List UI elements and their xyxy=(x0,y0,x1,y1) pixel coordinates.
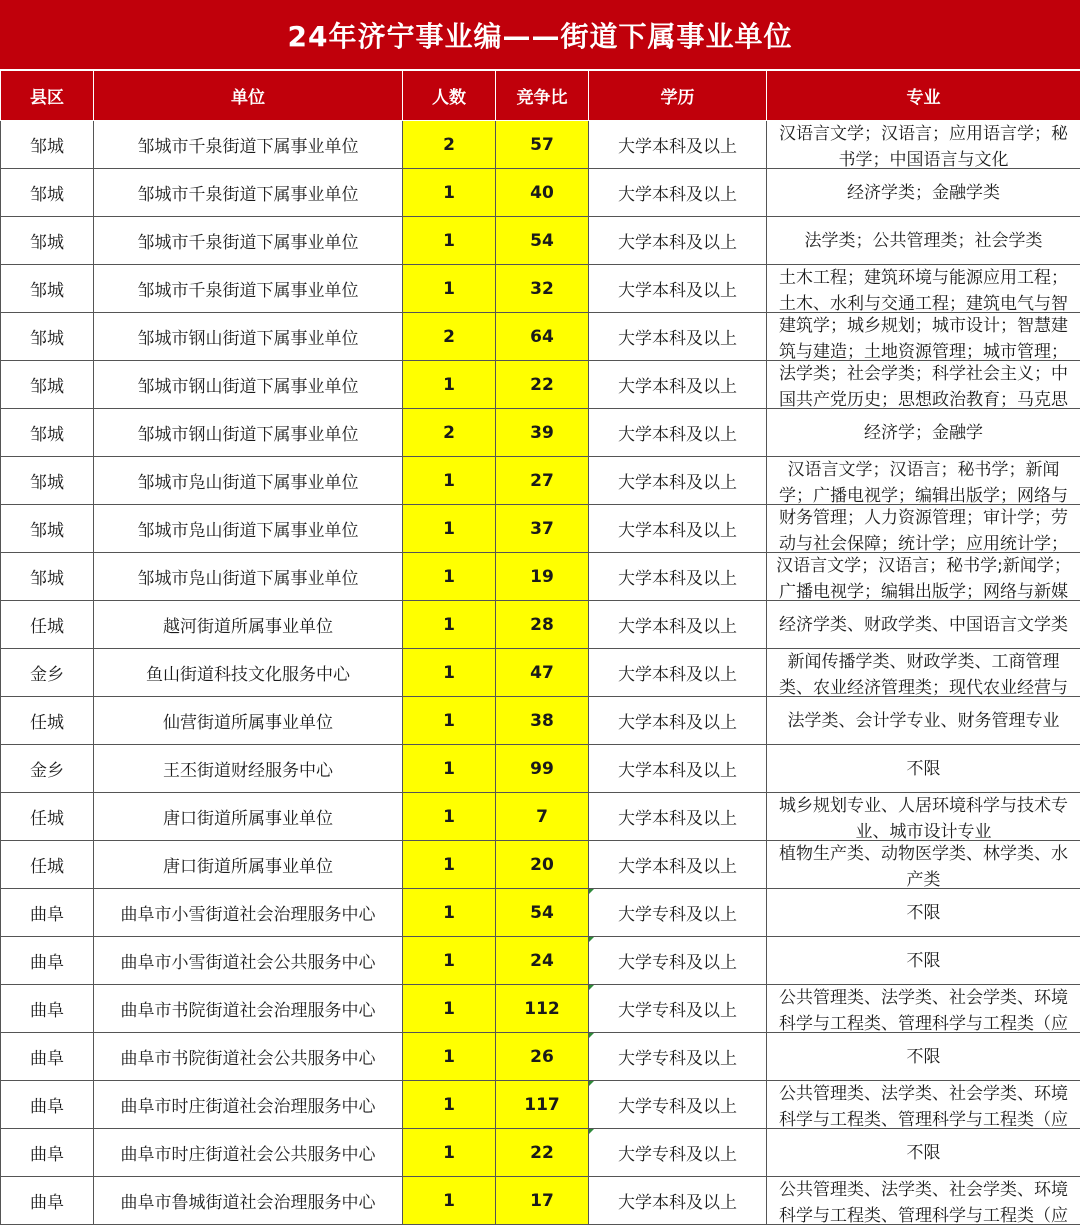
cell-unit[interactable]: 仙营街道所属事业单位 xyxy=(94,697,403,745)
cell-major[interactable] xyxy=(767,649,1080,697)
cell-education[interactable]: 大学本科及以上 xyxy=(589,265,767,313)
cell-education[interactable]: 大学本科及以上 xyxy=(589,553,767,601)
cell-count[interactable]: 1 xyxy=(403,937,496,985)
cell-ratio[interactable]: 20 xyxy=(496,841,589,889)
cell-unit[interactable]: 邹城市凫山街道下属事业单位 xyxy=(94,505,403,553)
table-row xyxy=(1,1081,1080,1129)
cell-count[interactable]: 2 xyxy=(403,313,496,361)
cell-county[interactable]: 任城 xyxy=(1,841,94,889)
cell-education[interactable]: 大学本科及以上 xyxy=(589,841,767,889)
cell-unit[interactable]: 曲阜市小雪街道社会治理服务中心 xyxy=(94,889,403,937)
cell-major-text: 经济学类、财政学类、中国语言文学类 xyxy=(779,614,1068,635)
cell-unit[interactable]: 邹城市千泉街道下属事业单位 xyxy=(94,121,403,169)
cell-major[interactable] xyxy=(767,121,1080,169)
cell-county[interactable]: 任城 xyxy=(1,601,94,649)
cell-major-text: 经济学类；金融学类 xyxy=(847,182,1000,203)
table-row xyxy=(1,361,1080,409)
cell-unit[interactable]: 王丕街道财经服务中心 xyxy=(94,745,403,793)
cell-education[interactable]: 大学本科及以上 xyxy=(589,169,767,217)
cell-ratio[interactable]: 22 xyxy=(496,1129,589,1177)
cell-unit[interactable]: 邹城市凫山街道下属事业单位 xyxy=(94,457,403,505)
table-row xyxy=(1,313,1080,361)
cell-ratio[interactable]: 7 xyxy=(496,793,589,841)
cell-major-text: 不限 xyxy=(906,1046,941,1067)
table-row xyxy=(1,217,1080,265)
cell-unit[interactable]: 曲阜市书院街道社会治理服务中心 xyxy=(94,985,403,1033)
cell-unit[interactable]: 邹城市千泉街道下属事业单位 xyxy=(94,217,403,265)
cell-unit[interactable]: 曲阜市时庄街道社会治理服务中心 xyxy=(94,1081,403,1129)
cell-major-text: 城乡规划专业、人居环境科学与技术专业、城市设计专业 xyxy=(779,796,1068,840)
cell-ratio[interactable]: 57 xyxy=(496,121,589,169)
cell-county[interactable]: 邹城 xyxy=(1,265,94,313)
cell-education[interactable]: 大学本科及以上 xyxy=(589,649,767,697)
cell-major[interactable] xyxy=(767,841,1080,889)
cell-county[interactable]: 曲阜 xyxy=(1,889,94,937)
cell-major-text: 公共管理类、法学类、社会学类、环境科学与工程类、管理科学与工程类（应 xyxy=(779,988,1068,1032)
header-row xyxy=(1,71,1080,121)
cell-education[interactable]: 大学专科及以上 xyxy=(589,889,767,937)
cell-ratio[interactable]: 99 xyxy=(496,745,589,793)
cell-major-text: 不限 xyxy=(906,902,941,923)
cell-county[interactable]: 任城 xyxy=(1,697,94,745)
cell-county[interactable]: 邹城 xyxy=(1,217,94,265)
table-row xyxy=(1,1129,1080,1177)
cell-major-text: 汉语言文学；汉语言；秘书学;新闻学；广播电视学；编辑出版学；网络与新媒 xyxy=(776,556,1071,600)
column-header-unit[interactable]: 单位 xyxy=(94,71,403,121)
table-row xyxy=(1,505,1080,553)
cell-ratio[interactable]: 112 xyxy=(496,985,589,1033)
cell-major-text: 经济学；金融学 xyxy=(864,422,983,443)
cell-major-text: 法学类；社会学类；科学社会主义；中国共产党历史；思想政治教育；马克思 xyxy=(779,364,1068,408)
table-row xyxy=(1,697,1080,745)
cell-education[interactable]: 大学本科及以上 xyxy=(589,361,767,409)
cell-major[interactable] xyxy=(767,505,1080,553)
cell-ratio[interactable]: 39 xyxy=(496,409,589,457)
cell-ratio[interactable]: 28 xyxy=(496,601,589,649)
cell-education[interactable]: 大学本科及以上 xyxy=(589,793,767,841)
cell-education[interactable]: 大学专科及以上 xyxy=(589,1033,767,1081)
cell-major-text: 不限 xyxy=(906,1142,941,1163)
cell-unit[interactable]: 邹城市千泉街道下属事业单位 xyxy=(94,169,403,217)
cell-major[interactable] xyxy=(767,313,1080,361)
cell-ratio[interactable]: 47 xyxy=(496,649,589,697)
cell-ratio[interactable]: 17 xyxy=(496,1177,589,1225)
table-row xyxy=(1,553,1080,601)
cell-ratio[interactable]: 27 xyxy=(496,457,589,505)
cell-education[interactable]: 大学本科及以上 xyxy=(589,217,767,265)
cell-count[interactable]: 1 xyxy=(403,169,496,217)
cell-major[interactable] xyxy=(767,1033,1080,1081)
cell-education[interactable]: 大学专科及以上 xyxy=(589,937,767,985)
cell-major-text: 新闻传播学类、财政学类、工商管理类、农业经济管理类；现代农业经营与 xyxy=(779,652,1068,696)
cell-count[interactable]: 1 xyxy=(403,985,496,1033)
column-header-education[interactable]: 学历 xyxy=(589,71,767,121)
cell-ratio[interactable]: 38 xyxy=(496,697,589,745)
cell-count[interactable]: 1 xyxy=(403,553,496,601)
cell-ratio[interactable]: 22 xyxy=(496,361,589,409)
cell-count[interactable]: 1 xyxy=(403,1177,496,1225)
cell-unit[interactable]: 鱼山街道科技文化服务中心 xyxy=(94,649,403,697)
cell-ratio[interactable]: 26 xyxy=(496,1033,589,1081)
cell-count[interactable]: 1 xyxy=(403,217,496,265)
cell-ratio[interactable]: 64 xyxy=(496,313,589,361)
cell-unit[interactable]: 邹城市钢山街道下属事业单位 xyxy=(94,361,403,409)
cell-count[interactable]: 1 xyxy=(403,841,496,889)
cell-unit[interactable]: 唐口街道所属事业单位 xyxy=(94,841,403,889)
cell-county[interactable]: 邹城 xyxy=(1,313,94,361)
cell-count[interactable]: 1 xyxy=(403,505,496,553)
cell-major-text: 财务管理；人力资源管理；审计学；劳动与社会保障；统计学；应用统计学； xyxy=(779,508,1068,552)
cell-ratio[interactable]: 40 xyxy=(496,169,589,217)
cell-unit[interactable]: 邹城市钢山街道下属事业单位 xyxy=(94,409,403,457)
cell-major[interactable] xyxy=(767,457,1080,505)
table-row xyxy=(1,601,1080,649)
cell-unit[interactable]: 越河街道所属事业单位 xyxy=(94,601,403,649)
table-row xyxy=(1,793,1080,841)
cell-major[interactable] xyxy=(767,745,1080,793)
cell-education[interactable]: 大学本科及以上 xyxy=(589,697,767,745)
cell-major[interactable] xyxy=(767,793,1080,841)
cell-unit[interactable]: 曲阜市时庄街道社会公共服务中心 xyxy=(94,1129,403,1177)
cell-ratio[interactable]: 54 xyxy=(496,217,589,265)
cell-education[interactable]: 大学专科及以上 xyxy=(589,985,767,1033)
cell-major-text: 不限 xyxy=(906,950,941,971)
cell-count[interactable]: 1 xyxy=(403,1033,496,1081)
cell-count[interactable]: 2 xyxy=(403,409,496,457)
cell-county[interactable]: 曲阜 xyxy=(1,985,94,1033)
cell-major[interactable] xyxy=(767,985,1080,1033)
page-title: 24年济宁事业编——街道下属事业单位 xyxy=(0,0,1080,70)
cell-county[interactable]: 曲阜 xyxy=(1,937,94,985)
cell-unit[interactable]: 曲阜市鲁城街道社会治理服务中心 xyxy=(94,1177,403,1225)
cell-county[interactable]: 曲阜 xyxy=(1,1081,94,1129)
cell-major[interactable] xyxy=(767,1129,1080,1177)
cell-major-text: 建筑学；城乡规划；城市设计；智慧建筑与建造；土地资源管理；城市管理； xyxy=(779,316,1068,360)
table-row xyxy=(1,409,1080,457)
cell-ratio[interactable]: 37 xyxy=(496,505,589,553)
cell-education[interactable]: 大学本科及以上 xyxy=(589,457,767,505)
cell-major-text: 公共管理类、法学类、社会学类、环境科学与工程类、管理科学与工程类（应 xyxy=(779,1180,1068,1224)
table-row xyxy=(1,1033,1080,1081)
cell-ratio[interactable]: 32 xyxy=(496,265,589,313)
column-header-ratio[interactable]: 竞争比 xyxy=(496,71,589,121)
cell-major[interactable] xyxy=(767,361,1080,409)
cell-count[interactable]: 1 xyxy=(403,1081,496,1129)
cell-major[interactable] xyxy=(767,937,1080,985)
cell-county[interactable]: 曲阜 xyxy=(1,1129,94,1177)
cell-major-text: 植物生产类、动物医学类、林学类、水产类 xyxy=(779,844,1068,888)
cell-unit[interactable]: 曲阜市小雪街道社会公共服务中心 xyxy=(94,937,403,985)
cell-count[interactable]: 1 xyxy=(403,265,496,313)
cell-count[interactable]: 1 xyxy=(403,601,496,649)
positions-table xyxy=(0,70,1080,1225)
cell-major[interactable] xyxy=(767,1081,1080,1129)
cell-education[interactable]: 大学本科及以上 xyxy=(589,601,767,649)
cell-county[interactable]: 邹城 xyxy=(1,361,94,409)
cell-ratio[interactable]: 24 xyxy=(496,937,589,985)
cell-major-text: 法学类；公共管理类；社会学类 xyxy=(804,230,1043,251)
cell-major-text: 汉语言文学；汉语言；秘书学；新闻学；广播电视学；编辑出版学；网络与 xyxy=(779,460,1068,504)
cell-major[interactable] xyxy=(767,265,1080,313)
cell-major[interactable] xyxy=(767,697,1080,745)
cell-count[interactable]: 1 xyxy=(403,649,496,697)
cell-unit[interactable]: 唐口街道所属事业单位 xyxy=(94,793,403,841)
cell-major[interactable] xyxy=(767,1177,1080,1225)
cell-ratio[interactable]: 19 xyxy=(496,553,589,601)
table-row xyxy=(1,649,1080,697)
cell-major[interactable] xyxy=(767,409,1080,457)
table-row xyxy=(1,985,1080,1033)
table-row xyxy=(1,937,1080,985)
cell-education[interactable]: 大学本科及以上 xyxy=(589,505,767,553)
cell-major[interactable] xyxy=(767,217,1080,265)
cell-major-text: 公共管理类、法学类、社会学类、环境科学与工程类、管理科学与工程类（应 xyxy=(779,1084,1068,1128)
cell-unit[interactable]: 邹城市凫山街道下属事业单位 xyxy=(94,553,403,601)
cell-county[interactable]: 邹城 xyxy=(1,457,94,505)
cell-education[interactable]: 大学本科及以上 xyxy=(589,313,767,361)
cell-county[interactable]: 任城 xyxy=(1,793,94,841)
cell-county[interactable]: 金乡 xyxy=(1,745,94,793)
cell-major[interactable] xyxy=(767,601,1080,649)
cell-unit[interactable]: 曲阜市书院街道社会公共服务中心 xyxy=(94,1033,403,1081)
cell-county[interactable]: 邹城 xyxy=(1,409,94,457)
table-row xyxy=(1,1177,1080,1225)
cell-ratio[interactable]: 117 xyxy=(496,1081,589,1129)
table-row xyxy=(1,121,1080,169)
cell-ratio[interactable]: 54 xyxy=(496,889,589,937)
table-row xyxy=(1,169,1080,217)
cell-education[interactable]: 大学专科及以上 xyxy=(589,1081,767,1129)
cell-education[interactable]: 大学本科及以上 xyxy=(589,121,767,169)
cell-major-text: 不限 xyxy=(906,758,941,779)
cell-unit[interactable]: 邹城市千泉街道下属事业单位 xyxy=(94,265,403,313)
cell-count[interactable]: 1 xyxy=(403,697,496,745)
cell-education[interactable]: 大学本科及以上 xyxy=(589,1177,767,1225)
cell-major-text: 土木工程；建筑环境与能源应用工程；土木、水利与交通工程；建筑电气与智 xyxy=(779,268,1068,312)
cell-count[interactable]: 1 xyxy=(403,1129,496,1177)
cell-county[interactable]: 曲阜 xyxy=(1,1033,94,1081)
table-row xyxy=(1,265,1080,313)
column-header-count[interactable]: 人数 xyxy=(403,71,496,121)
cell-education[interactable]: 大学本科及以上 xyxy=(589,745,767,793)
cell-county[interactable]: 邹城 xyxy=(1,505,94,553)
cell-count[interactable]: 1 xyxy=(403,793,496,841)
cell-education[interactable]: 大学专科及以上 xyxy=(589,1129,767,1177)
cell-count[interactable]: 1 xyxy=(403,361,496,409)
table-row xyxy=(1,889,1080,937)
cell-count[interactable]: 1 xyxy=(403,889,496,937)
cell-major[interactable] xyxy=(767,889,1080,937)
cell-count[interactable]: 1 xyxy=(403,457,496,505)
cell-major[interactable] xyxy=(767,553,1080,601)
cell-county[interactable]: 邹城 xyxy=(1,169,94,217)
cell-county[interactable]: 曲阜 xyxy=(1,1177,94,1225)
cell-major-text: 法学类、会计学专业、财务管理专业 xyxy=(787,710,1060,731)
table-row xyxy=(1,457,1080,505)
table-row xyxy=(1,841,1080,889)
cell-major-text: 汉语言文学；汉语言；应用语言学；秘书学；中国语言与文化 xyxy=(779,124,1068,168)
cell-major[interactable] xyxy=(767,169,1080,217)
column-header-major[interactable]: 专业 xyxy=(767,71,1080,121)
cell-unit[interactable]: 邹城市钢山街道下属事业单位 xyxy=(94,313,403,361)
cell-count[interactable]: 1 xyxy=(403,745,496,793)
cell-county[interactable]: 邹城 xyxy=(1,553,94,601)
table-row xyxy=(1,745,1080,793)
cell-county[interactable]: 金乡 xyxy=(1,649,94,697)
cell-count[interactable]: 2 xyxy=(403,121,496,169)
cell-education[interactable]: 大学本科及以上 xyxy=(589,409,767,457)
column-header-county[interactable]: 县区 xyxy=(1,71,94,121)
cell-county[interactable]: 邹城 xyxy=(1,121,94,169)
